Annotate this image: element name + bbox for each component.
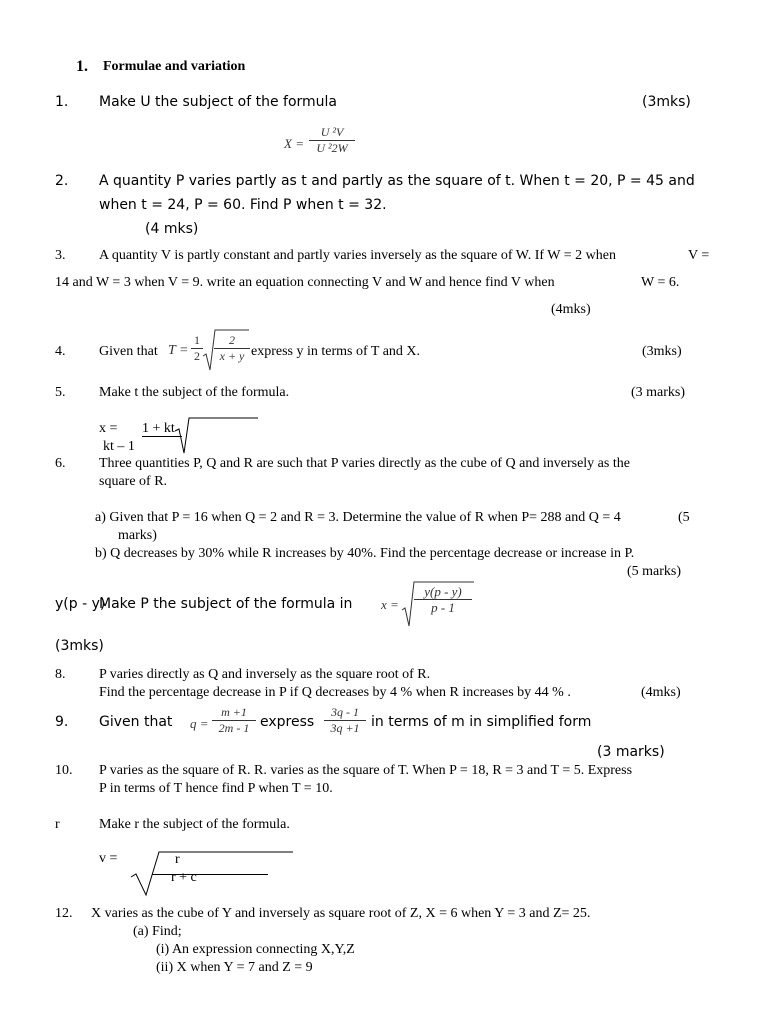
q9-mid: express (260, 714, 315, 730)
q1-formula-numerator: U ²V (320, 125, 344, 139)
q7-text: Make P the subject of the formula in (99, 596, 353, 612)
section-number: 1. (76, 58, 88, 75)
q11-lhs: v = (99, 851, 118, 866)
q9-lhs: q = (190, 716, 209, 731)
q5-marks: (3 marks) (631, 385, 686, 400)
q11-fraction-bar (152, 874, 268, 875)
q12-part-a: (a) Find; (133, 924, 182, 939)
q6-part-a-marks-cont: marks) (118, 528, 157, 543)
q4-marks: (3mks) (642, 344, 682, 359)
q6-line1: Three quantities P, Q and R are such that P varies directly as the cube of Q and inversely as the (99, 456, 630, 471)
q5-radical-sign (175, 417, 259, 455)
q1-number: 1. (55, 94, 69, 110)
q12-number: 12. (55, 906, 73, 921)
q7-marks: (3mks) (55, 638, 104, 654)
q6-part-a: a) Given that P = 16 when Q = 2 and R = 3. Determine the value of R when P= 288 and Q = 4 (95, 510, 621, 525)
q12-part-i: (i) An expression connecting X,Y,Z (156, 942, 355, 957)
q10-number: 10. (55, 763, 73, 778)
q12-text: X varies as the cube of Y and inversely as square root of Z, X = 6 when Y = 3 and Z= 25. (91, 906, 591, 921)
q6-number: 6. (55, 456, 66, 471)
q9-q-denominator: 2m - 1 (218, 721, 250, 735)
q11-denominator: r + c (171, 870, 197, 885)
q11-number: r (55, 817, 60, 832)
q11-numerator: r (175, 852, 180, 867)
q2-line1: A quantity P varies partly as t and partly as the square of t. When t = 20, P = 45 and (99, 173, 695, 189)
q3-marks: (4mks) (551, 302, 591, 317)
q7-number: y(p - y) (55, 596, 106, 612)
q4-post: express y in terms of T and X. (251, 344, 421, 359)
q9-q-fraction (212, 705, 256, 736)
q7-radicand-fraction (414, 584, 472, 615)
q4-number: 4. (55, 344, 66, 359)
q4-half-denominator: 2 (194, 349, 200, 363)
q3-number: 3. (55, 248, 66, 263)
q4-radicand-fraction (214, 333, 250, 364)
q6-part-a-marks: (5 (678, 510, 690, 525)
q4-pre: Given that (99, 344, 158, 359)
q8-number: 8. (55, 667, 66, 682)
q8-line2: Find the percentage decrease in P if Q decreases by 4 % when R increases by 44 % . (99, 685, 571, 700)
q9-expression-fraction (324, 705, 366, 736)
q9-expression-denominator: 3q +1 (330, 721, 360, 735)
q9-pre: Given that (99, 714, 173, 730)
q6-marks: (5 marks) (627, 564, 682, 579)
q3-line1-end: V = (688, 248, 710, 263)
q3-line2-end: W = 6. (641, 275, 680, 290)
q12-part-ii: (ii) X when Y = 7 and Z = 9 (156, 960, 313, 975)
q5-numerator: 1 + kt (142, 421, 175, 436)
q3-line1: A quantity V is partly constant and partly varies inversely as the square of W. If W = 2 when (99, 248, 616, 263)
q6-part-b: b) Q decreases by 30% while R increases by 40%. Find the percentage decrease or increase in P. (95, 546, 635, 561)
q9-expression-numerator: 3q - 1 (331, 705, 359, 719)
q2-number: 2. (55, 173, 69, 189)
q9-marks: (3 marks) (597, 744, 665, 760)
q9-q-numerator: m +1 (221, 705, 247, 719)
section-title: Formulae and variation (103, 59, 246, 74)
q9-post: in terms of m in simplified form (371, 714, 592, 730)
q3-line2: 14 and W = 3 when V = 9. write an equation connecting V and W and hence find V when (55, 275, 555, 290)
q5-denominator: kt – 1 (103, 439, 135, 454)
q1-formula-fraction (309, 125, 355, 156)
q1-formula-lhs: X = (284, 136, 304, 151)
q2-line2: when t = 24, P = 60. Find P when t = 32. (99, 197, 387, 213)
q6-line2: square of R. (99, 474, 168, 489)
q5-text: Make t the subject of the formula. (99, 385, 290, 400)
q4-half-fraction (191, 333, 203, 364)
q7-numerator: y(p - y) (424, 584, 462, 599)
q11-text: Make r the subject of the formula. (99, 817, 290, 832)
q9-number: 9. (55, 714, 69, 730)
q8-marks: (4mks) (641, 685, 681, 700)
q1-formula-denominator: U ²2W (316, 141, 348, 155)
q10-line2: P in terms of T hence find P when T = 10. (99, 781, 333, 796)
q1-text: Make U the subject of the formula (99, 94, 337, 110)
q1-marks: (3mks) (642, 94, 691, 110)
q10-line1: P varies as the square of R. R. varies as the square of T. When P = 18, R = 3 and T = 5. Express (99, 763, 633, 778)
q4-radicand-numerator: 2 (229, 333, 235, 347)
q7-denominator: p - 1 (431, 600, 455, 615)
q4-T: T = (168, 343, 189, 358)
q4-half-numerator: 1 (194, 333, 200, 347)
q5-number: 5. (55, 385, 66, 400)
q5-lhs: x = (99, 421, 118, 436)
q7-lhs: x = (381, 597, 399, 612)
q8-line1: P varies directly as Q and inversely as the square root of R. (99, 667, 431, 682)
q4-radicand-denominator: x + y (219, 349, 245, 363)
q2-marks: (4 mks) (145, 221, 199, 237)
